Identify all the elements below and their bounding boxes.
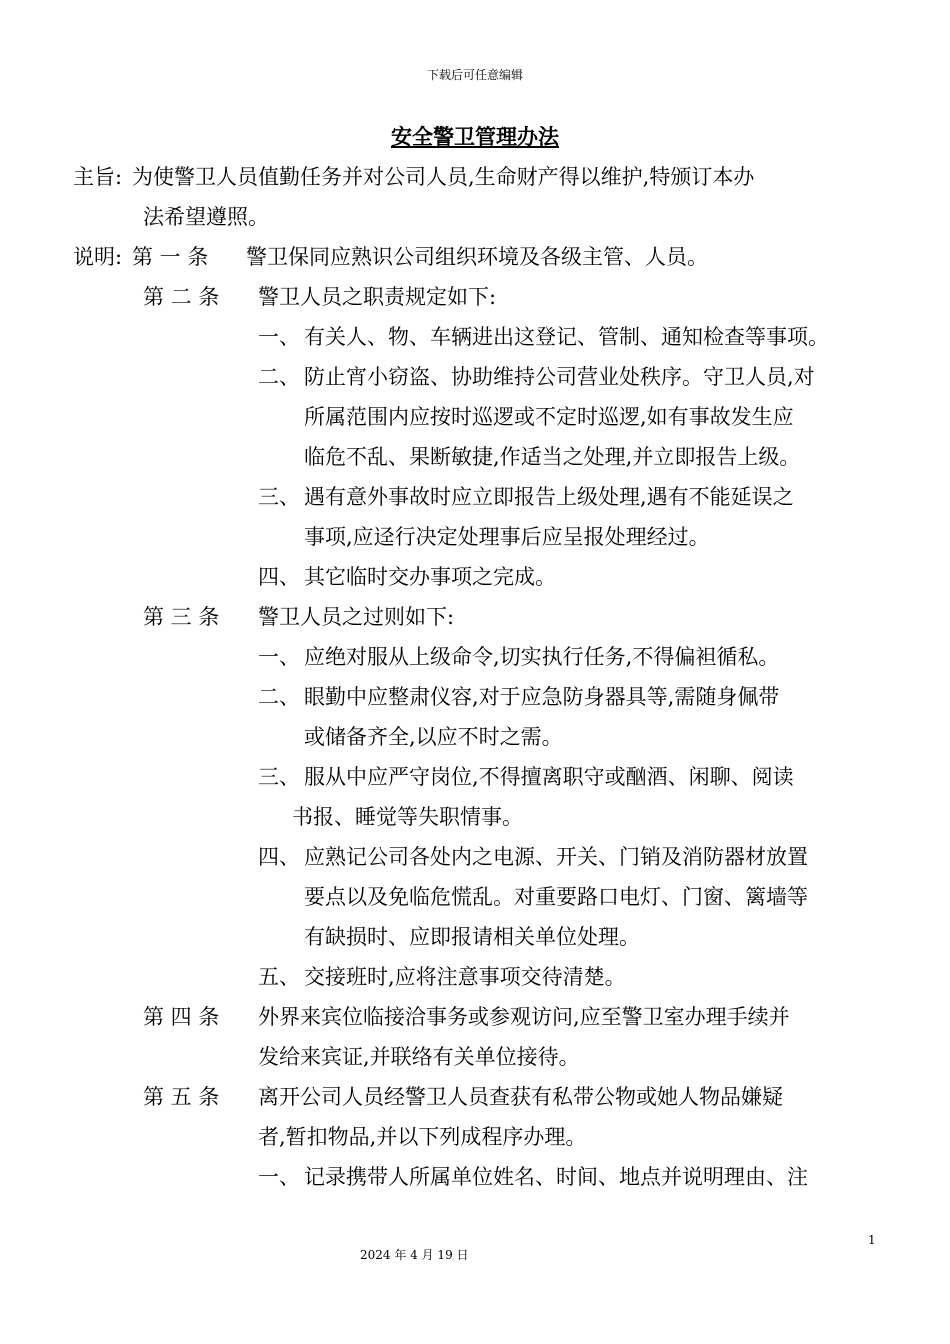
item-label: 一、 bbox=[258, 645, 300, 669]
article-number: 第 五 条 bbox=[143, 1085, 220, 1109]
item-text: 遇有意外事故时应立即报告上级处理,遇有不能延误之 bbox=[304, 485, 794, 509]
explanation-label: 说明: bbox=[73, 245, 123, 269]
article-text: 警卫人员之过则如下: bbox=[258, 605, 455, 629]
item-label: 四、 bbox=[258, 565, 300, 589]
header-note: 下载后可任意编辑 bbox=[426, 68, 523, 82]
footer-date: 2024 年 4 月 19 日 bbox=[360, 1248, 469, 1262]
article-number: 第 二 条 bbox=[143, 285, 220, 309]
item-label: 三、 bbox=[258, 485, 300, 509]
item-text: 眼勤中应整肃仪容,对于应急防身器具等,需随身佩带 bbox=[304, 685, 780, 709]
item-label: 一、 bbox=[258, 1165, 300, 1189]
article-text: 警卫保同应熟识公司组织环境及各级主管、人员。 bbox=[246, 245, 708, 269]
item-text: 要点以及免临危慌乱。对重要路口电灯、门窗、篱墙等 bbox=[304, 885, 808, 909]
item-text: 记录携带人所属单位姓名、时间、地点并说明理由、注 bbox=[304, 1165, 808, 1189]
item-text: 或储备齐全,以应不时之需。 bbox=[304, 725, 563, 749]
purpose-line: 为使警卫人员值勤任务并对公司人员,生命财产得以维护,特颁订本办 bbox=[132, 165, 755, 189]
item-label: 五、 bbox=[258, 965, 300, 989]
item-label: 三、 bbox=[258, 765, 300, 789]
purpose-line: 法希望遵照。 bbox=[143, 205, 269, 229]
item-text: 防止宵小窃盗、协助维持公司营业处秩序。守卫人员,对 bbox=[304, 365, 815, 389]
item-text: 书报、睡觉等失职情事。 bbox=[292, 805, 523, 829]
article-text: 警卫人员之职责规定如下: bbox=[258, 285, 497, 309]
article-text: 离开公司人员经警卫人员查获有私带公物或她人物品嫌疑 bbox=[258, 1085, 783, 1109]
article-number: 第 四 条 bbox=[143, 1005, 220, 1029]
item-text: 有缺损时、应即报请相关单位处理。 bbox=[304, 925, 640, 949]
article-text: 发给来宾证,并联络有关单位接待。 bbox=[258, 1045, 580, 1069]
item-label: 四、 bbox=[258, 845, 300, 869]
item-label: 二、 bbox=[258, 365, 300, 389]
item-text: 临危不乱、果断敏捷,作适当之处理,并立即报告上级。 bbox=[304, 445, 801, 469]
item-text: 事项,应迳行决定处理事后应呈报处理经过。 bbox=[304, 525, 710, 549]
item-text: 所属范围内应按时巡逻或不定时巡逻,如有事故发生应 bbox=[304, 405, 794, 429]
item-text: 应熟记公司各处内之电源、开关、门销及消防器材放置 bbox=[304, 845, 808, 869]
article-number: 第 三 条 bbox=[143, 605, 220, 629]
article-text: 者,暂扣物品,并以下列成程序办理。 bbox=[258, 1125, 587, 1149]
article-number: 第 一 条 bbox=[132, 245, 209, 269]
purpose-label: 主旨: bbox=[73, 165, 123, 189]
item-text: 其它临时交办事项之完成。 bbox=[304, 565, 556, 589]
item-text: 应绝对服从上级命令,切实执行任务,不得偏袒循私。 bbox=[304, 645, 780, 669]
item-text: 服从中应严守岗位,不得擅离职守或酗酒、闲聊、阅读 bbox=[304, 765, 794, 789]
article-text: 外界来宾位临接洽事务或参观访问,应至警卫室办理手续并 bbox=[258, 1005, 790, 1029]
document-title-text: 安全警卫管理办法 bbox=[391, 124, 559, 149]
document-title bbox=[0, 121, 950, 151]
item-text: 交接班时,应将注意事项交待清楚。 bbox=[304, 965, 626, 989]
item-label: 二、 bbox=[258, 685, 300, 709]
item-text: 有关人、物、车辆进出这登记、管制、通知检查等事项。 bbox=[304, 325, 829, 349]
page-number: 1 bbox=[868, 1233, 876, 1247]
item-label: 一、 bbox=[258, 325, 300, 349]
